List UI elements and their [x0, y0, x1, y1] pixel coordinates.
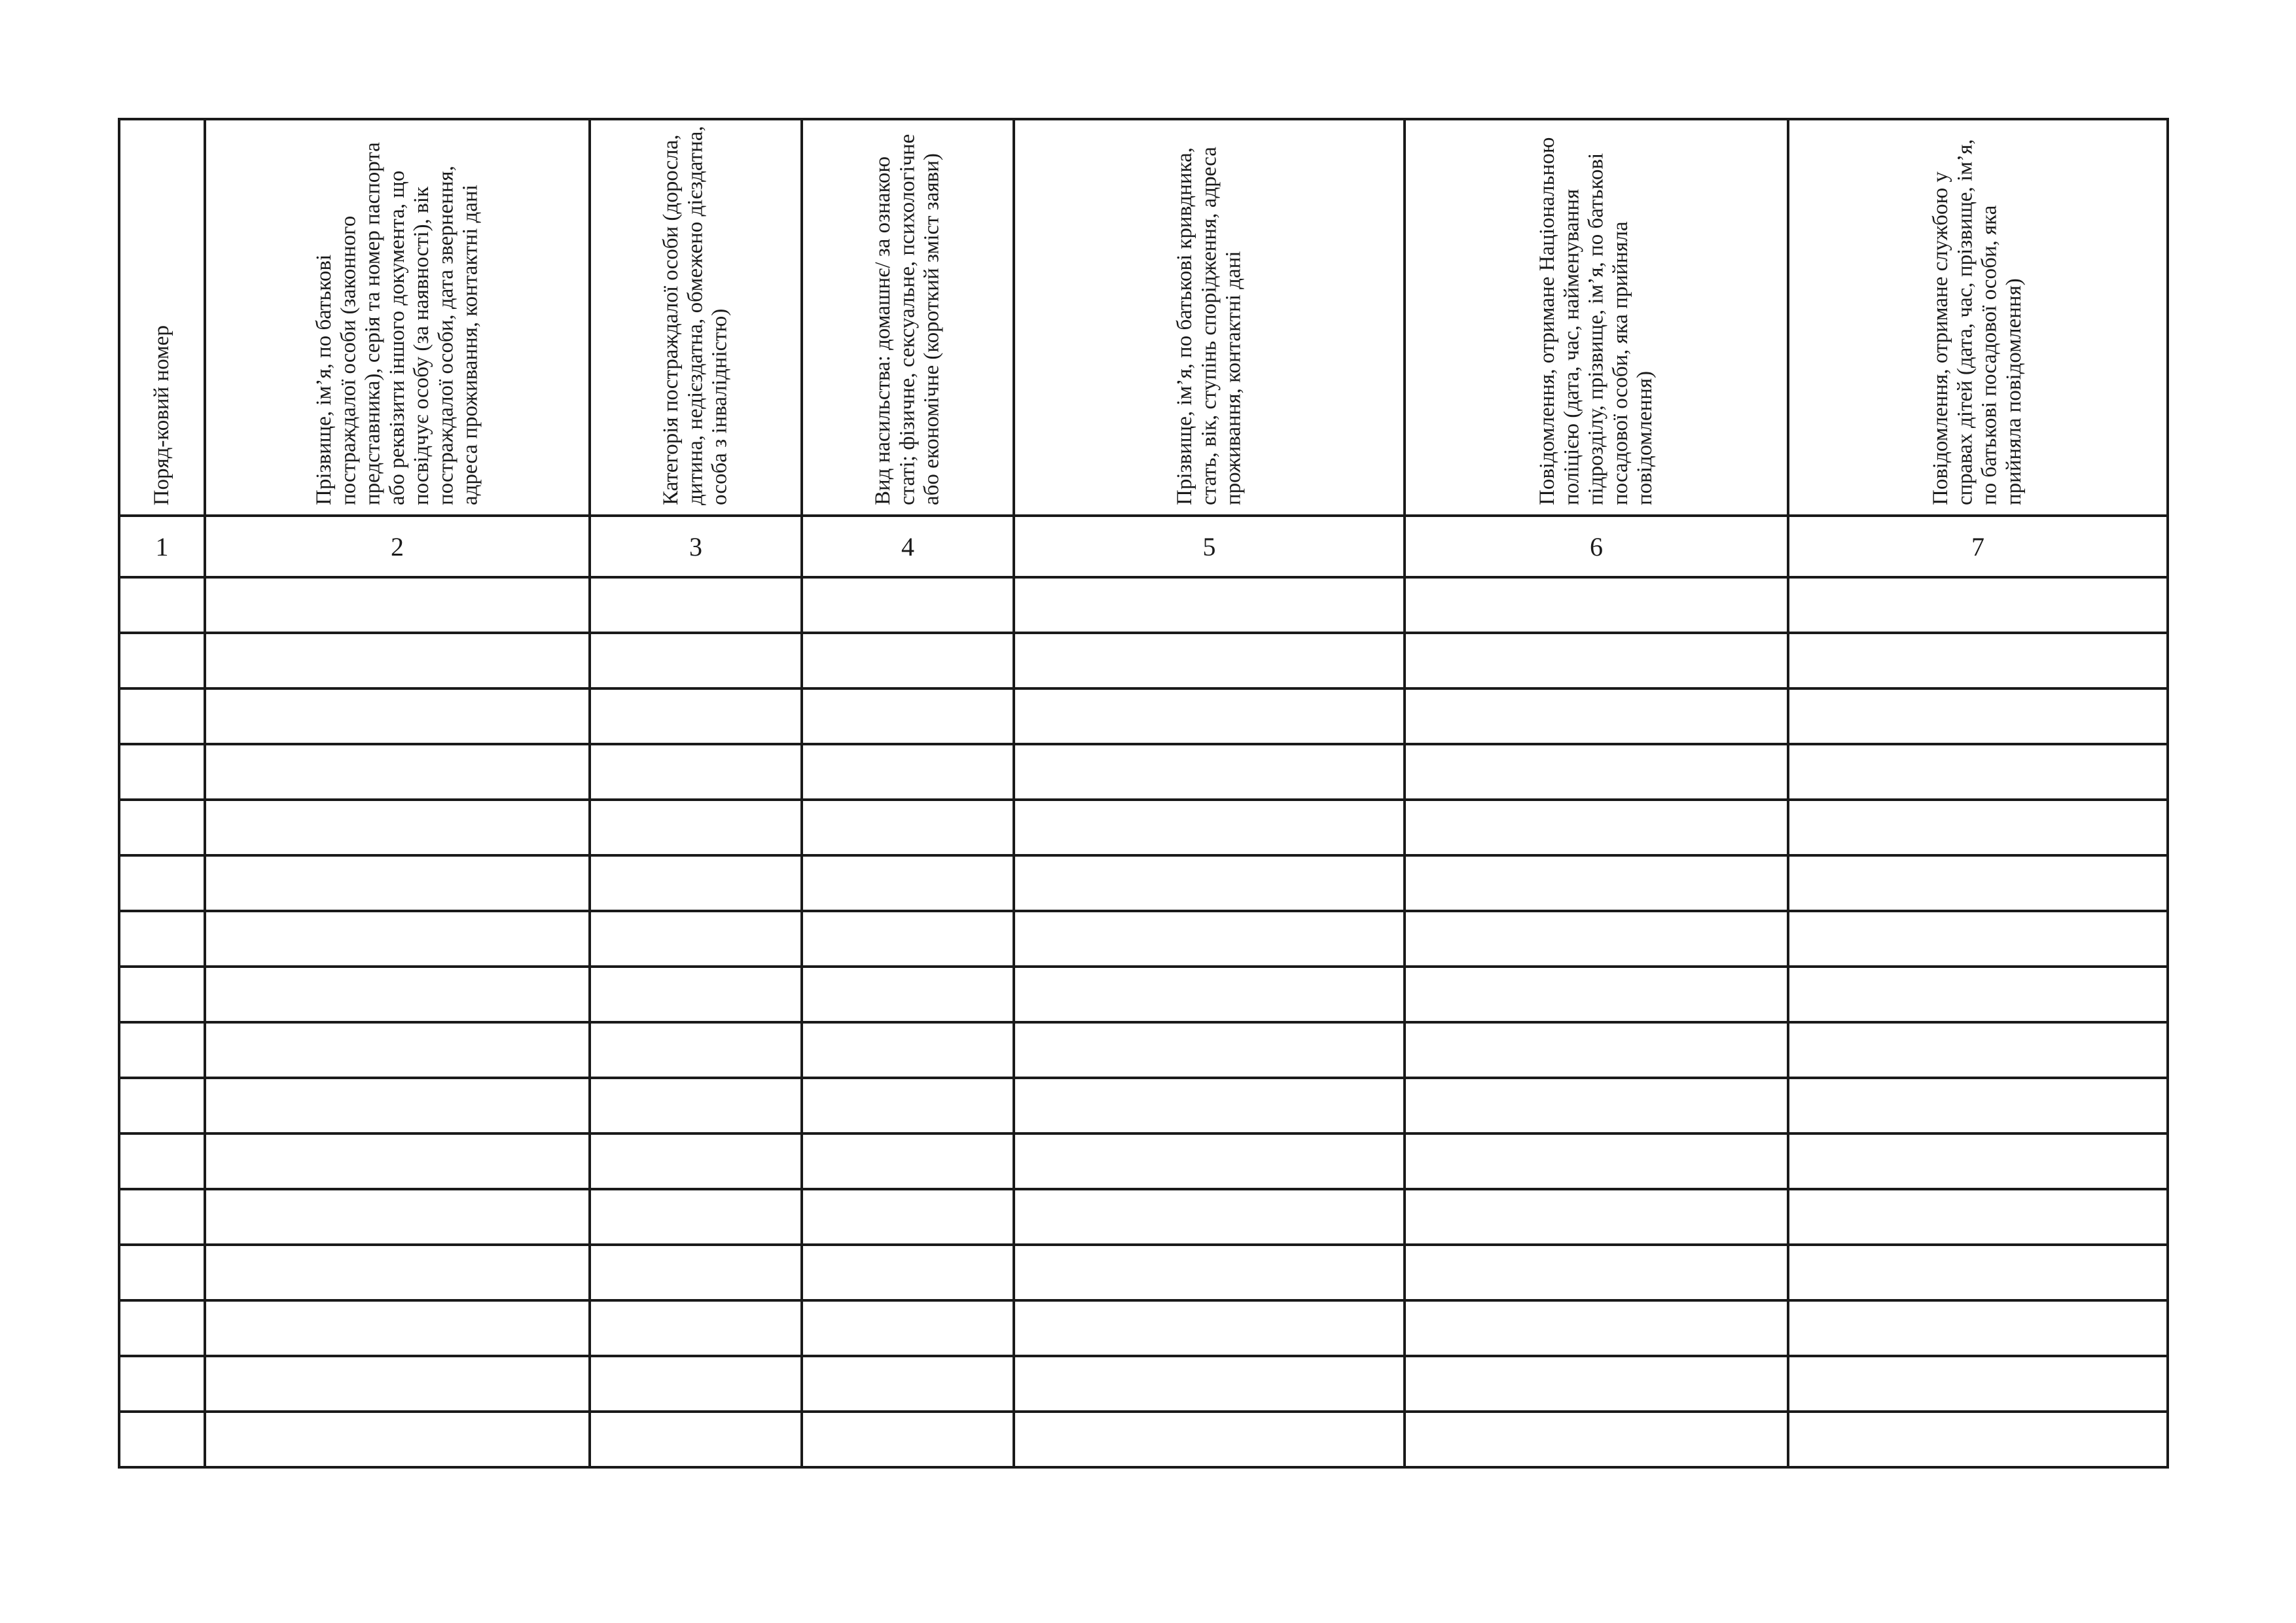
column-number-cell: 2: [205, 516, 590, 577]
table-cell: [802, 744, 1014, 800]
table-cell: [1014, 688, 1405, 744]
table-cell: [590, 1356, 802, 1412]
table-cell: [1405, 1245, 1788, 1300]
table-cell: [1788, 1189, 2168, 1245]
table-row: [119, 1133, 2168, 1189]
header-text: Категорія постраждалої особи (доросла, дитина, недієздатна, обмежено дієздатна, особа з інвалідністю): [659, 126, 732, 505]
column-number-cell: 4: [802, 516, 1014, 577]
table-row: [119, 577, 2168, 633]
table-cell: [802, 1300, 1014, 1356]
header-cell-order-number: [119, 119, 205, 516]
column-number-cell: 5: [1014, 516, 1405, 577]
table-cell: [205, 688, 590, 744]
table-cell: [802, 1022, 1014, 1078]
table-cell: [590, 688, 802, 744]
header-row: [119, 119, 2168, 516]
table-cell: [802, 911, 1014, 967]
header-cell-offender-details: [1014, 119, 1405, 516]
table-cell: [1788, 633, 2168, 688]
table-cell: [1405, 577, 1788, 633]
table-cell: [802, 1189, 1014, 1245]
table-cell: [119, 1412, 205, 1467]
table-cell: [205, 633, 590, 688]
column-number-cell: 7: [1788, 516, 2168, 577]
table-cell: [1788, 1078, 2168, 1133]
header-cell-victim-details: [205, 119, 590, 516]
table-cell: [802, 633, 1014, 688]
table-cell: [1788, 1356, 2168, 1412]
table-cell: [1788, 744, 2168, 800]
table-cell: [802, 855, 1014, 911]
table-cell: [1014, 1189, 1405, 1245]
table-cell: [590, 577, 802, 633]
table-cell: [1014, 911, 1405, 967]
table-row: [119, 911, 2168, 967]
table-cell: [205, 577, 590, 633]
table-cell: [1405, 744, 1788, 800]
table-cell: [590, 967, 802, 1022]
header-text: Прізвище, ім’я, по батькові кривдника, стать, вік, ступінь спорідження, адреса проживання, контактні дані: [1172, 147, 1246, 505]
table-cell: [1788, 688, 2168, 744]
table-cell: [802, 1412, 1014, 1467]
table-cell: [590, 911, 802, 967]
table-cell: [802, 688, 1014, 744]
table-cell: [802, 967, 1014, 1022]
table-cell: [1014, 1356, 1405, 1412]
table-cell: [1405, 1022, 1788, 1078]
table-cell: [205, 1078, 590, 1133]
table-cell: [205, 911, 590, 967]
table-cell: [119, 1300, 205, 1356]
table-cell: [1788, 1022, 2168, 1078]
table-cell: [205, 800, 590, 855]
table-cell: [1014, 1412, 1405, 1467]
table-row: [119, 688, 2168, 744]
table-cell: [1014, 1022, 1405, 1078]
table-cell: [1405, 800, 1788, 855]
table-cell: [1014, 855, 1405, 911]
table-cell: [802, 577, 1014, 633]
table-row: [119, 1412, 2168, 1467]
table-cell: [590, 1412, 802, 1467]
table-row: [119, 800, 2168, 855]
table-cell: [1405, 633, 1788, 688]
table-cell: [119, 744, 205, 800]
table-cell: [1405, 1133, 1788, 1189]
table-cell: [1788, 577, 2168, 633]
table-cell: [205, 967, 590, 1022]
table-cell: [205, 744, 590, 800]
table-cell: [119, 577, 205, 633]
header-text: Вид насильства: домашнє/ за ознакою статі; фізичне, сексуальне, психологічне або економічне (короткий зміст заяви): [871, 134, 944, 505]
table-cell: [1788, 800, 2168, 855]
table-cell: [1405, 967, 1788, 1022]
table-cell: [590, 1300, 802, 1356]
table-row: [119, 1300, 2168, 1356]
table-cell: [1014, 1078, 1405, 1133]
column-number-cell: 3: [590, 516, 802, 577]
table-cell: [802, 1078, 1014, 1133]
table-cell: [119, 1078, 205, 1133]
table-cell: [1405, 911, 1788, 967]
table-cell: [590, 1022, 802, 1078]
table-row: [119, 1078, 2168, 1133]
table-cell: [119, 1133, 205, 1189]
table-cell: [1405, 1189, 1788, 1245]
table-cell: [119, 911, 205, 967]
table-cell: [1788, 1412, 2168, 1467]
table-cell: [205, 1189, 590, 1245]
column-number-row: [119, 516, 2168, 577]
table-cell: [590, 633, 802, 688]
table-cell: [1405, 1356, 1788, 1412]
table-cell: [1405, 855, 1788, 911]
table-cell: [802, 1245, 1014, 1300]
table-row: [119, 1356, 2168, 1412]
column-number-cell: 6: [1405, 516, 1788, 577]
table-cell: [802, 1133, 1014, 1189]
table-cell: [205, 1300, 590, 1356]
table-cell: [119, 1245, 205, 1300]
table-cell: [1788, 967, 2168, 1022]
table-cell: [205, 1133, 590, 1189]
table-cell: [590, 800, 802, 855]
table-cell: [119, 1022, 205, 1078]
table-cell: [1788, 1245, 2168, 1300]
table-cell: [1788, 1133, 2168, 1189]
table-cell: [802, 800, 1014, 855]
header-cell-victim-category: [590, 119, 802, 516]
table-row: [119, 1022, 2168, 1078]
table-cell: [205, 1022, 590, 1078]
table-row: [119, 967, 2168, 1022]
table-cell: [205, 855, 590, 911]
table-cell: [590, 1133, 802, 1189]
header-cell-violence-type: [802, 119, 1014, 516]
header-text: Повідомлення, отримане Національною поліцією (дата, час, найменування підрозділу, прізвище, ім’я, по батькові посадової особи, яка прийняла повідомлення): [1535, 137, 1657, 505]
table-cell: [590, 744, 802, 800]
table-cell: [119, 855, 205, 911]
header-text: Повідомлення, отримане службою у справах дітей (дата, час, прізвище, ім’я, по батькові посадової особи, яка прийняла повідомлення): [1929, 139, 2026, 505]
header-cell-police-notification: [1405, 119, 1788, 516]
table-cell: [119, 1189, 205, 1245]
table-row: [119, 633, 2168, 688]
header-text: Прізвище, ім’я, по батькові постраждалої особи (законного представника), серія та номер паспорта або реквізити іншого документа, що посвідчує особу (за наявності), вік постраждалої особи, дата звернення, адреса проживання, контактні дані: [312, 142, 482, 505]
table-cell: [1788, 911, 2168, 967]
table-cell: [590, 1189, 802, 1245]
register-table-body: [119, 516, 2168, 1467]
table-cell: [1405, 1300, 1788, 1356]
table-cell: [119, 1356, 205, 1412]
table-row: [119, 1189, 2168, 1245]
table-cell: [590, 1245, 802, 1300]
table-cell: [590, 855, 802, 911]
table-cell: [802, 1356, 1014, 1412]
column-number-cell: 1: [119, 516, 205, 577]
table-cell: [1014, 1245, 1405, 1300]
table-cell: [590, 1078, 802, 1133]
header-text: Поряд-ковий номер: [149, 325, 173, 505]
table-cell: [1788, 1300, 2168, 1356]
table-cell: [1405, 688, 1788, 744]
table-cell: [119, 800, 205, 855]
table-cell: [1014, 1133, 1405, 1189]
table-cell: [1014, 577, 1405, 633]
header-cell-child-service-notification: [1788, 119, 2168, 516]
table-cell: [1014, 744, 1405, 800]
table-row: [119, 855, 2168, 911]
table-cell: [1014, 633, 1405, 688]
table-cell: [119, 967, 205, 1022]
table-cell: [1788, 855, 2168, 911]
table-cell: [205, 1412, 590, 1467]
register-table: [118, 118, 2169, 1469]
table-cell: [1014, 967, 1405, 1022]
table-cell: [119, 633, 205, 688]
table-cell: [205, 1245, 590, 1300]
table-cell: [1405, 1078, 1788, 1133]
table-cell: [1014, 800, 1405, 855]
table-row: [119, 1245, 2168, 1300]
table-row: [119, 744, 2168, 800]
table-cell: [119, 688, 205, 744]
table-cell: [1014, 1300, 1405, 1356]
table-cell: [205, 1356, 590, 1412]
table-cell: [1405, 1412, 1788, 1467]
